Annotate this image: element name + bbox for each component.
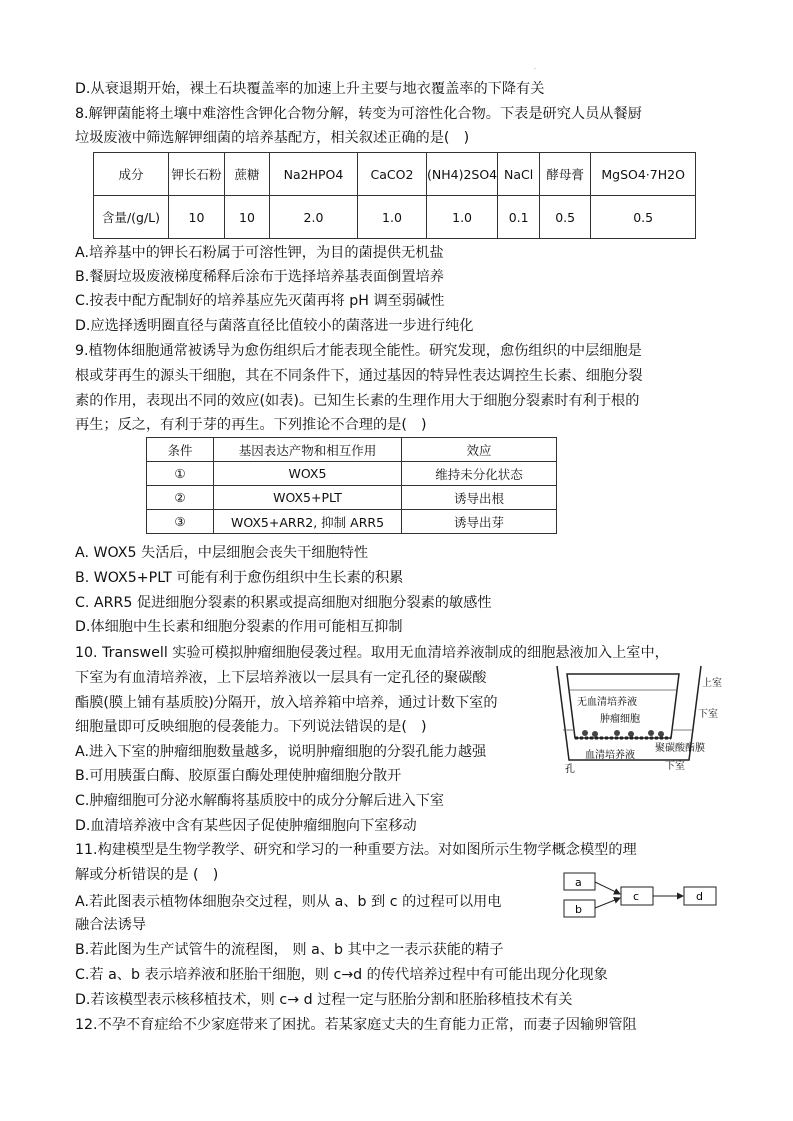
concept-model-figure bbox=[562, 866, 717, 922]
label-tumor-cells: 肿瘤细胞 bbox=[600, 714, 640, 725]
table-row bbox=[147, 510, 557, 534]
table-cell: 10 bbox=[169, 196, 225, 239]
table-cell: 钾长石粉 bbox=[169, 153, 225, 196]
q10-stem-line4: 细胞量即可反映细胞的侵袭能力。下列说法错误的是( ) bbox=[75, 719, 427, 735]
table-cell: WOX5 bbox=[214, 462, 402, 486]
label-lower-chamber-2: 下室 bbox=[665, 761, 685, 772]
table-cell: WOX5+PLT bbox=[214, 486, 402, 510]
table-row bbox=[94, 196, 696, 239]
table-cell: ① bbox=[147, 462, 214, 486]
label-serum-medium: 血清培养液 bbox=[585, 750, 635, 761]
table-row bbox=[94, 153, 696, 196]
table-cell: 成分 bbox=[94, 153, 169, 196]
table-cell: 2.0 bbox=[270, 196, 358, 239]
q9-option-c: C. ARR5 促进细胞分裂素的积累或提高细胞对细胞分裂素的敏感性 bbox=[75, 595, 492, 611]
table-cell: 10 bbox=[225, 196, 270, 239]
q10-stem-line2: 下室为有血清培养液，上下层培养液以一层具有一定孔径的聚碳酸 bbox=[75, 670, 487, 686]
table-row bbox=[147, 486, 557, 510]
label-c: c bbox=[633, 890, 640, 903]
table-cell: 蔗糖 bbox=[225, 153, 270, 196]
q10-stem-line1: 10. Transwell 实验可模拟肿瘤细胞侵袭过程。取用无血清培养液制成的细胞悬液加入上室中， bbox=[75, 645, 669, 661]
label-lower-chamber: 下室 bbox=[698, 709, 718, 720]
table-cell: (NH4)2SO4 bbox=[427, 153, 498, 196]
q10-option-b: B.可用胰蛋白酶、胶原蛋白酶处理使肿瘤细胞分散开 bbox=[75, 768, 402, 784]
q9-condition-table bbox=[146, 437, 557, 534]
table-cell: WOX5+ARR2, 抑制 ARR5 bbox=[214, 510, 402, 534]
q11-option-a-line1: A.若此图表示植物体细胞杂交过程，则从 a、b 到 c 的过程可以用电 bbox=[75, 894, 502, 910]
q9-option-a: A. WOX5 失活后，中层细胞会丧失干细胞特性 bbox=[75, 545, 369, 561]
q8-option-d: D.应选择透明圈直径与菌落直径比值较小的菌落进一步进行纯化 bbox=[75, 318, 474, 334]
q9-option-b: B. WOX5+PLT 可能有利于愈伤组织中生长素的积累 bbox=[75, 570, 404, 586]
q9-stem-line3: 素的作用，表现出不同的效应(如表)。已知生长素的生理作用大于细胞分裂素时有利于根的 bbox=[75, 393, 640, 409]
q11-option-d: D.若该模型表示核移植技术，则 c→ d 过程一定与胚胎分割和胚胎移植技术有关 bbox=[75, 992, 573, 1008]
q8-medium-table bbox=[93, 152, 696, 239]
table-cell: 诱导出芽 bbox=[402, 510, 557, 534]
table-cell: 基因表达产物和相互作用 bbox=[214, 438, 402, 462]
q8-option-a: A.培养基中的钾长石粉属于可溶性钾，为目的菌提供无机盐 bbox=[75, 245, 444, 261]
table-cell: ③ bbox=[147, 510, 214, 534]
label-membrane: 聚碳酸酯膜 bbox=[655, 743, 705, 754]
table-cell: 含量/(g/L) bbox=[94, 196, 169, 239]
q8-option-b: B.餐厨垃圾废液梯度稀释后涂布于选择培养基表面倒置培养 bbox=[75, 269, 444, 285]
q11-stem-line1: 11.构建模型是生物学教学、研究和学习的一种重要方法。对如图所示生物学概念模型的理 bbox=[75, 842, 637, 858]
scan-dot: . bbox=[534, 64, 536, 71]
table-cell: 酵母膏 bbox=[540, 153, 591, 196]
q8-stem-line2: 垃圾废液中筛选解钾细菌的培养基配方，相关叙述正确的是( ) bbox=[75, 130, 470, 146]
tumor-cell-dots bbox=[582, 730, 664, 737]
q9-stem-line1: 9.植物体细胞通常被诱导为愈伤组织后才能表现全能性。研究发现，愈伤组织的中层细胞是 bbox=[75, 343, 642, 359]
label-upper-chamber: 上室 bbox=[702, 678, 722, 689]
q10-option-c: C.肿瘤细胞可分泌水解酶将基质胶中的成分分解后进入下室 bbox=[75, 793, 445, 809]
q8-option-c: C.按表中配方配制好的培养基应先灭菌再将 pH 调至弱碱性 bbox=[75, 293, 445, 309]
table-cell: 条件 bbox=[147, 438, 214, 462]
table-row bbox=[147, 438, 557, 462]
label-serum-free-medium: 无血清培养液 bbox=[577, 697, 637, 708]
table-cell: NaCl bbox=[498, 153, 540, 196]
table-cell: 1.0 bbox=[358, 196, 427, 239]
q10-option-a: A.进入下室的肿瘤细胞数量越多，说明肿瘤细胞的分裂孔能力越强 bbox=[75, 744, 487, 760]
q11-option-b: B.若此图为生产试管牛的流程图， 则 a、b 其中之一表示获能的精子 bbox=[75, 942, 504, 958]
q10-stem-line3: 酯膜(膜上铺有基质胶)分隔开，放入培养箱中培养，通过计数下室的 bbox=[75, 695, 498, 711]
q11-stem-line2: 解或分析错误的是 ( ) bbox=[75, 867, 219, 883]
q9-stem-line2: 根或芽再生的源头干细胞，其在不同条件下，通过基因的特异性表达调控生长素、细胞分裂 bbox=[75, 368, 643, 384]
table-cell: MgSO4·7H2O bbox=[591, 153, 696, 196]
q9-stem-line4: 再生；反之，有利于芽的再生。下列推论不合理的是( ) bbox=[75, 417, 427, 433]
table-cell: Na2HPO4 bbox=[270, 153, 358, 196]
table-row bbox=[147, 462, 557, 486]
label-a: a bbox=[575, 876, 582, 889]
q10-option-d: D.血清培养液中含有某些因子促使肿瘤细胞向下室移动 bbox=[75, 818, 417, 834]
arrow-b-c bbox=[595, 898, 620, 908]
table-cell: 1.0 bbox=[427, 196, 498, 239]
table-cell: 0.5 bbox=[540, 196, 591, 239]
label-pore: 孔 bbox=[565, 764, 575, 775]
q11-option-a-line2: 融合法诱导 bbox=[75, 917, 146, 933]
table-cell: ② bbox=[147, 486, 214, 510]
label-d: d bbox=[696, 890, 703, 903]
table-cell: CaCO2 bbox=[358, 153, 427, 196]
table-cell: 维持未分化状态 bbox=[402, 462, 557, 486]
table-cell: 0.5 bbox=[591, 196, 696, 239]
q8-stem-line1: 8.解钾菌能将土壤中难溶性含钾化合物分解，转变为可溶性化合物。下表是研究人员从餐厨 bbox=[75, 106, 642, 122]
q12-stem-line1: 12.不孕不育症给不少家庭带来了困扰。若某家庭丈夫的生育能力正常，而妻子因输卵管阻 bbox=[75, 1017, 637, 1033]
q9-option-d: D.体细胞中生长素和细胞分裂素的作用可能相互抑制 bbox=[75, 619, 403, 635]
table-cell: 诱导出根 bbox=[402, 486, 557, 510]
q7-option-d: D.从衰退期开始，裸土石块覆盖率的加速上升主要与地衣覆盖率的下降有关 bbox=[75, 81, 545, 97]
table-cell: 效应 bbox=[402, 438, 557, 462]
label-b: b bbox=[575, 903, 582, 916]
table-cell: 0.1 bbox=[498, 196, 540, 239]
q11-option-c: C.若 a、b 表示培养液和胚胎干细胞，则 c→d 的传代培养过程中有可能出现分化现象 bbox=[75, 967, 608, 983]
arrow-a-c bbox=[595, 882, 620, 894]
